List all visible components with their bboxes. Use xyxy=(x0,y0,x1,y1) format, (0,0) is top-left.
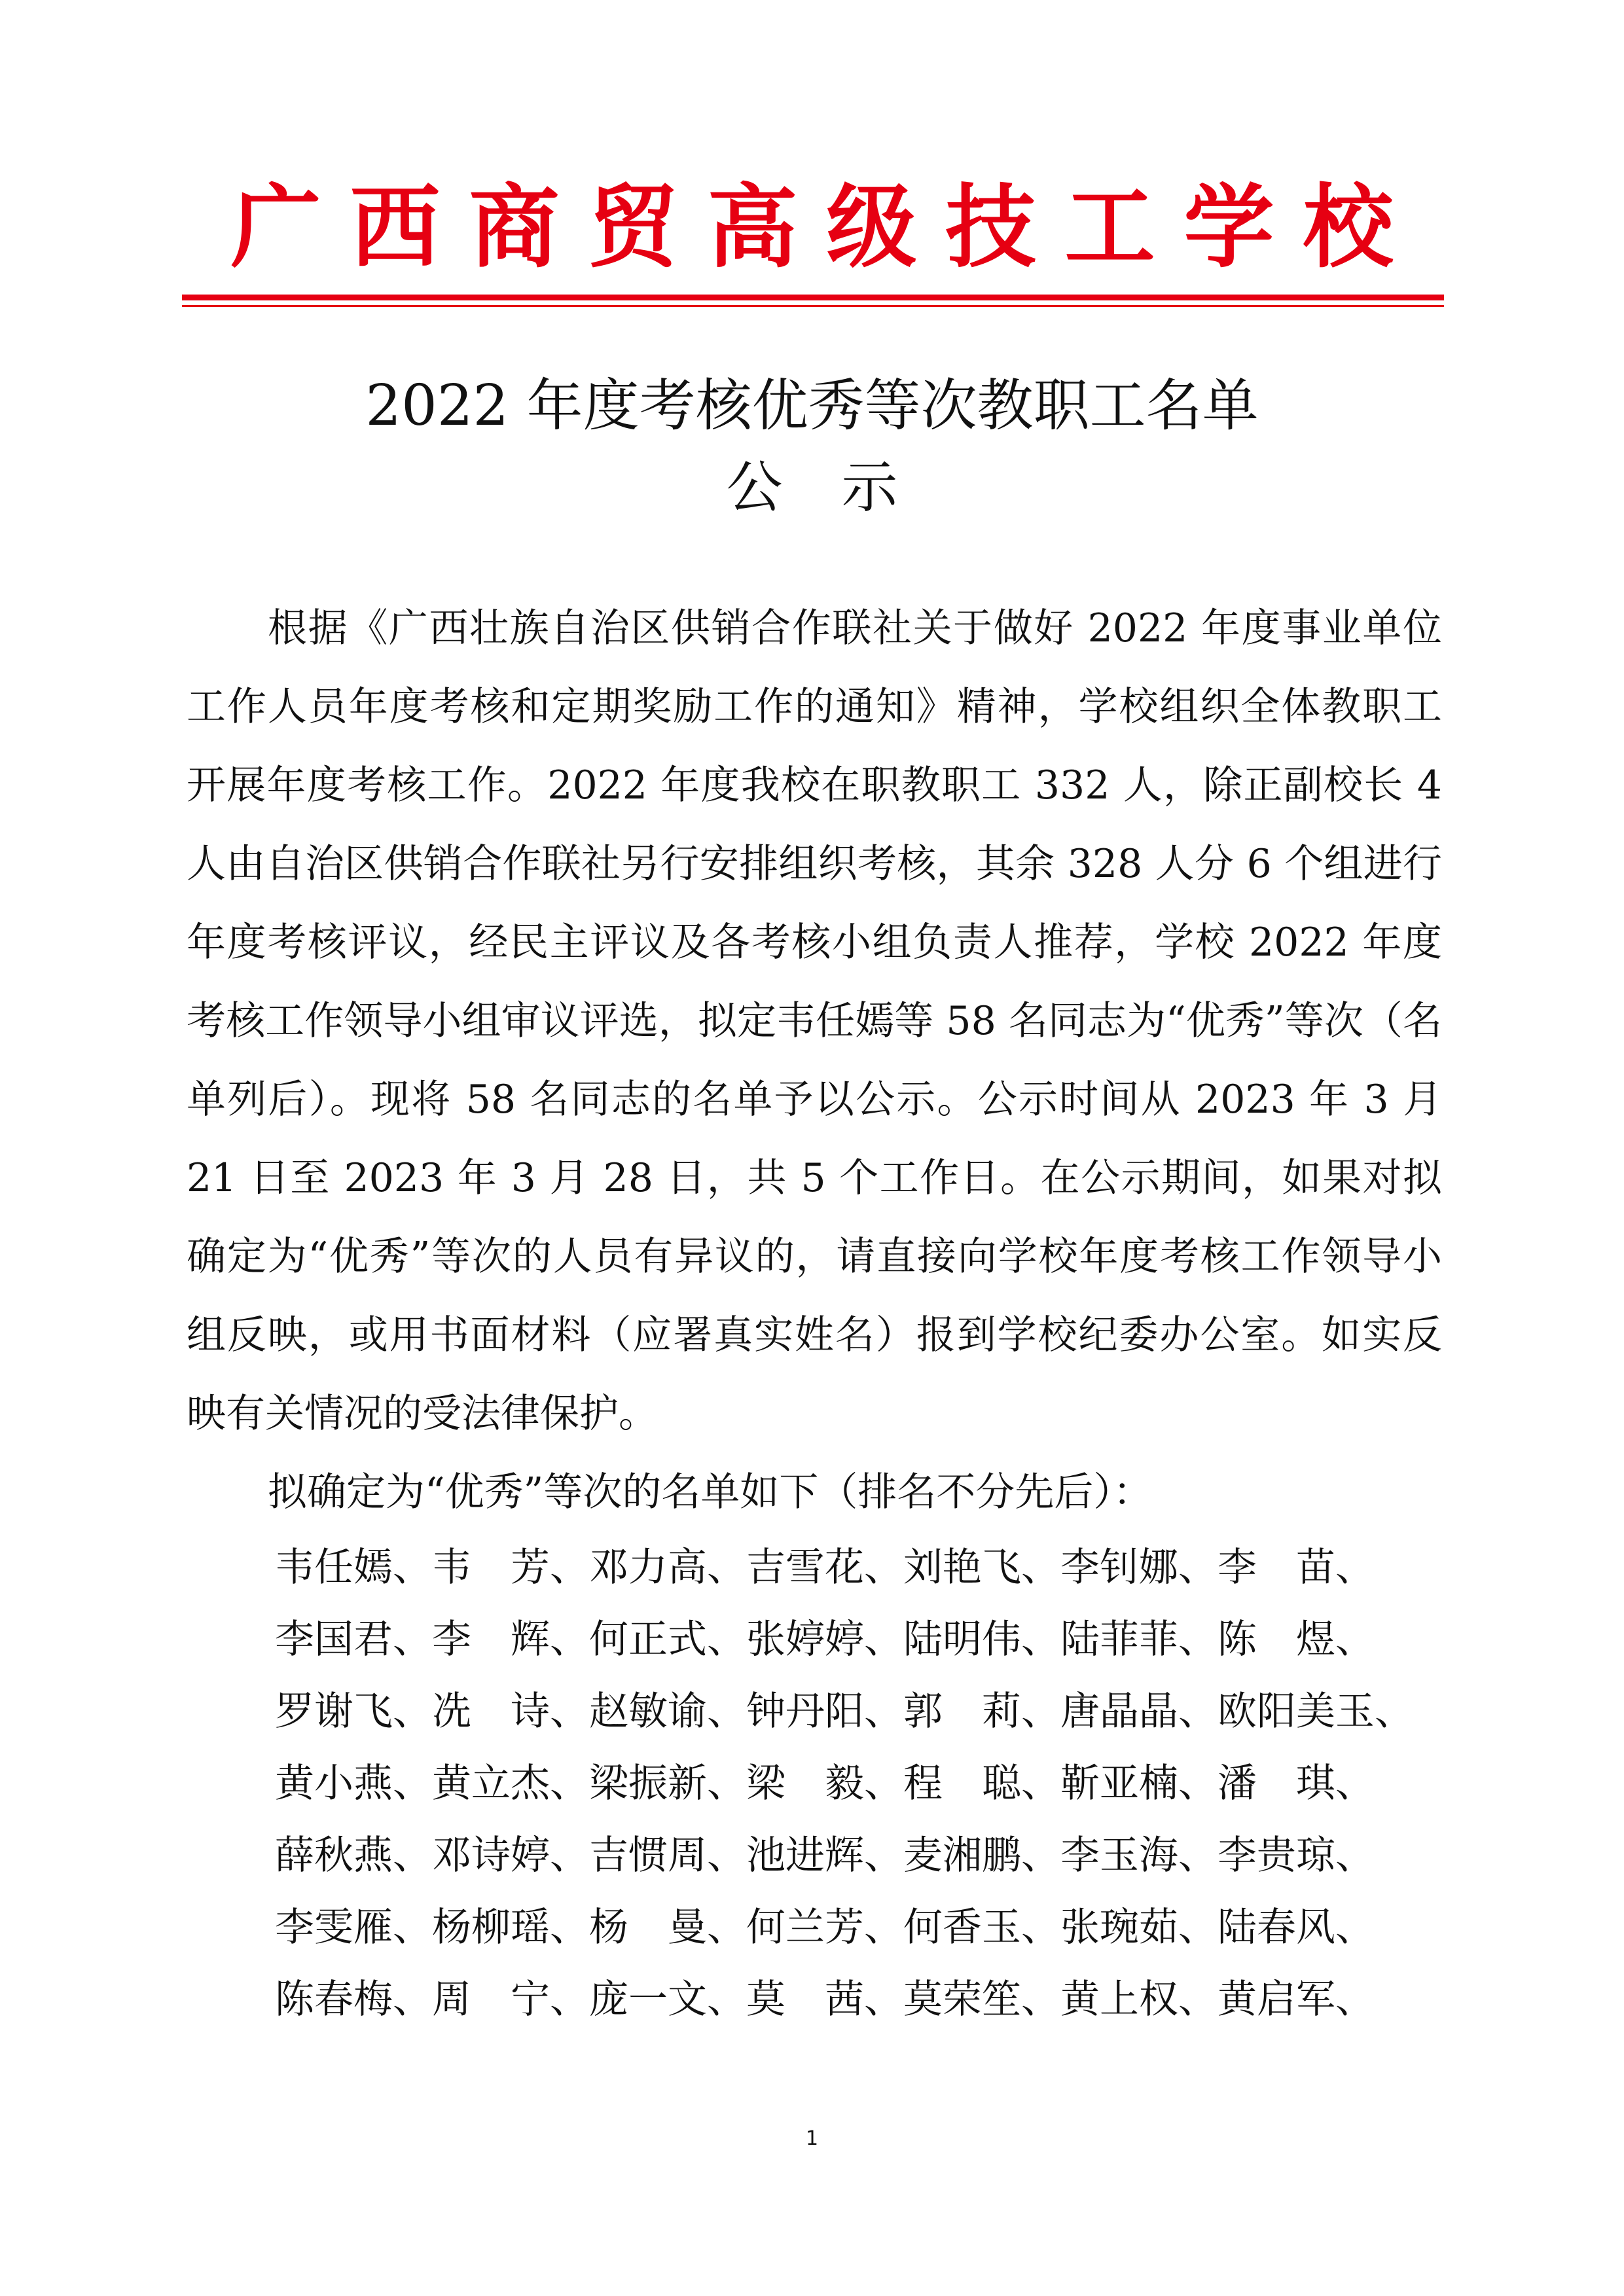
name-list: 韦任嫣、韦 芳、邓力高、吉雪花、刘艳飞、李钊娜、李 苗、 李国君、李 辉、何正式、张婷婷、陆明伟、陆菲菲、陈 煜、 罗谢飞、冼 诗、赵敏谕、钟丹阳、郭 莉、唐晶晶、欧阳美玉、 黄小燕、黄立杰、梁振新、梁 毅、程 聪、靳亚楠、潘 琪、 薛秋燕、邓诗婷、吉惯周、池进辉、麦湘鹏、李玉海、李贵琼、 李雯雁、杨柳瑶、杨 曼、何兰芳、何香玉、张琬茹、陆春风、 陈春梅、周 宁、庞一文、莫 茜、莫荣笙、黄上权、黄启军、 xyxy=(275,1545,1414,2022)
body-paragraph: 根据《广西壮族自治区供销合作联社关于做好 2022 年度事业单位工作人员年度考核和定期奖励工作的通知》精神，学校组织全体教职工开展年度考核工作。2022 年度我校在职教职工 332 人，除正副校长 4 人由自治区供销合作联社另行安排组织考核，其余 328 人分 6 个组进行年度考核评议，经民主评议及各考核小组负责人推荐，学校 2022 年度考核工作领导小组审议评选，拟定韦任嫣等 58 名同志为“优秀”等次（名单列后）。现将 58 名同志的名单予以公示。公示时间从 2023 年 3 月 21 日至 2023 年 3 月 28 日，共 5 个工作日。在公示期间，如果对拟确定为“优秀”等次的人员有异议的，请直接向学校年度考核工作领导小组反映，或用书面材料（应署真实姓名）报到学校纪委办公室。如实反映有关情况的受法律保护。 xyxy=(187,605,1442,1437)
letterhead-school-name: 广西商贸高级技工学校 xyxy=(230,175,1422,280)
name-list-intro: 拟确定为“优秀”等次的名单如下（排名不分先后）： xyxy=(268,1469,1153,1515)
document-subtitle: 公示 xyxy=(726,455,957,520)
letterhead-rule-thick xyxy=(182,295,1444,300)
letterhead-rule-thin xyxy=(182,305,1444,307)
page-number: 1 xyxy=(805,2127,819,2150)
document-title: 2022 年度考核优秀等次教职工名单 xyxy=(365,373,1259,439)
